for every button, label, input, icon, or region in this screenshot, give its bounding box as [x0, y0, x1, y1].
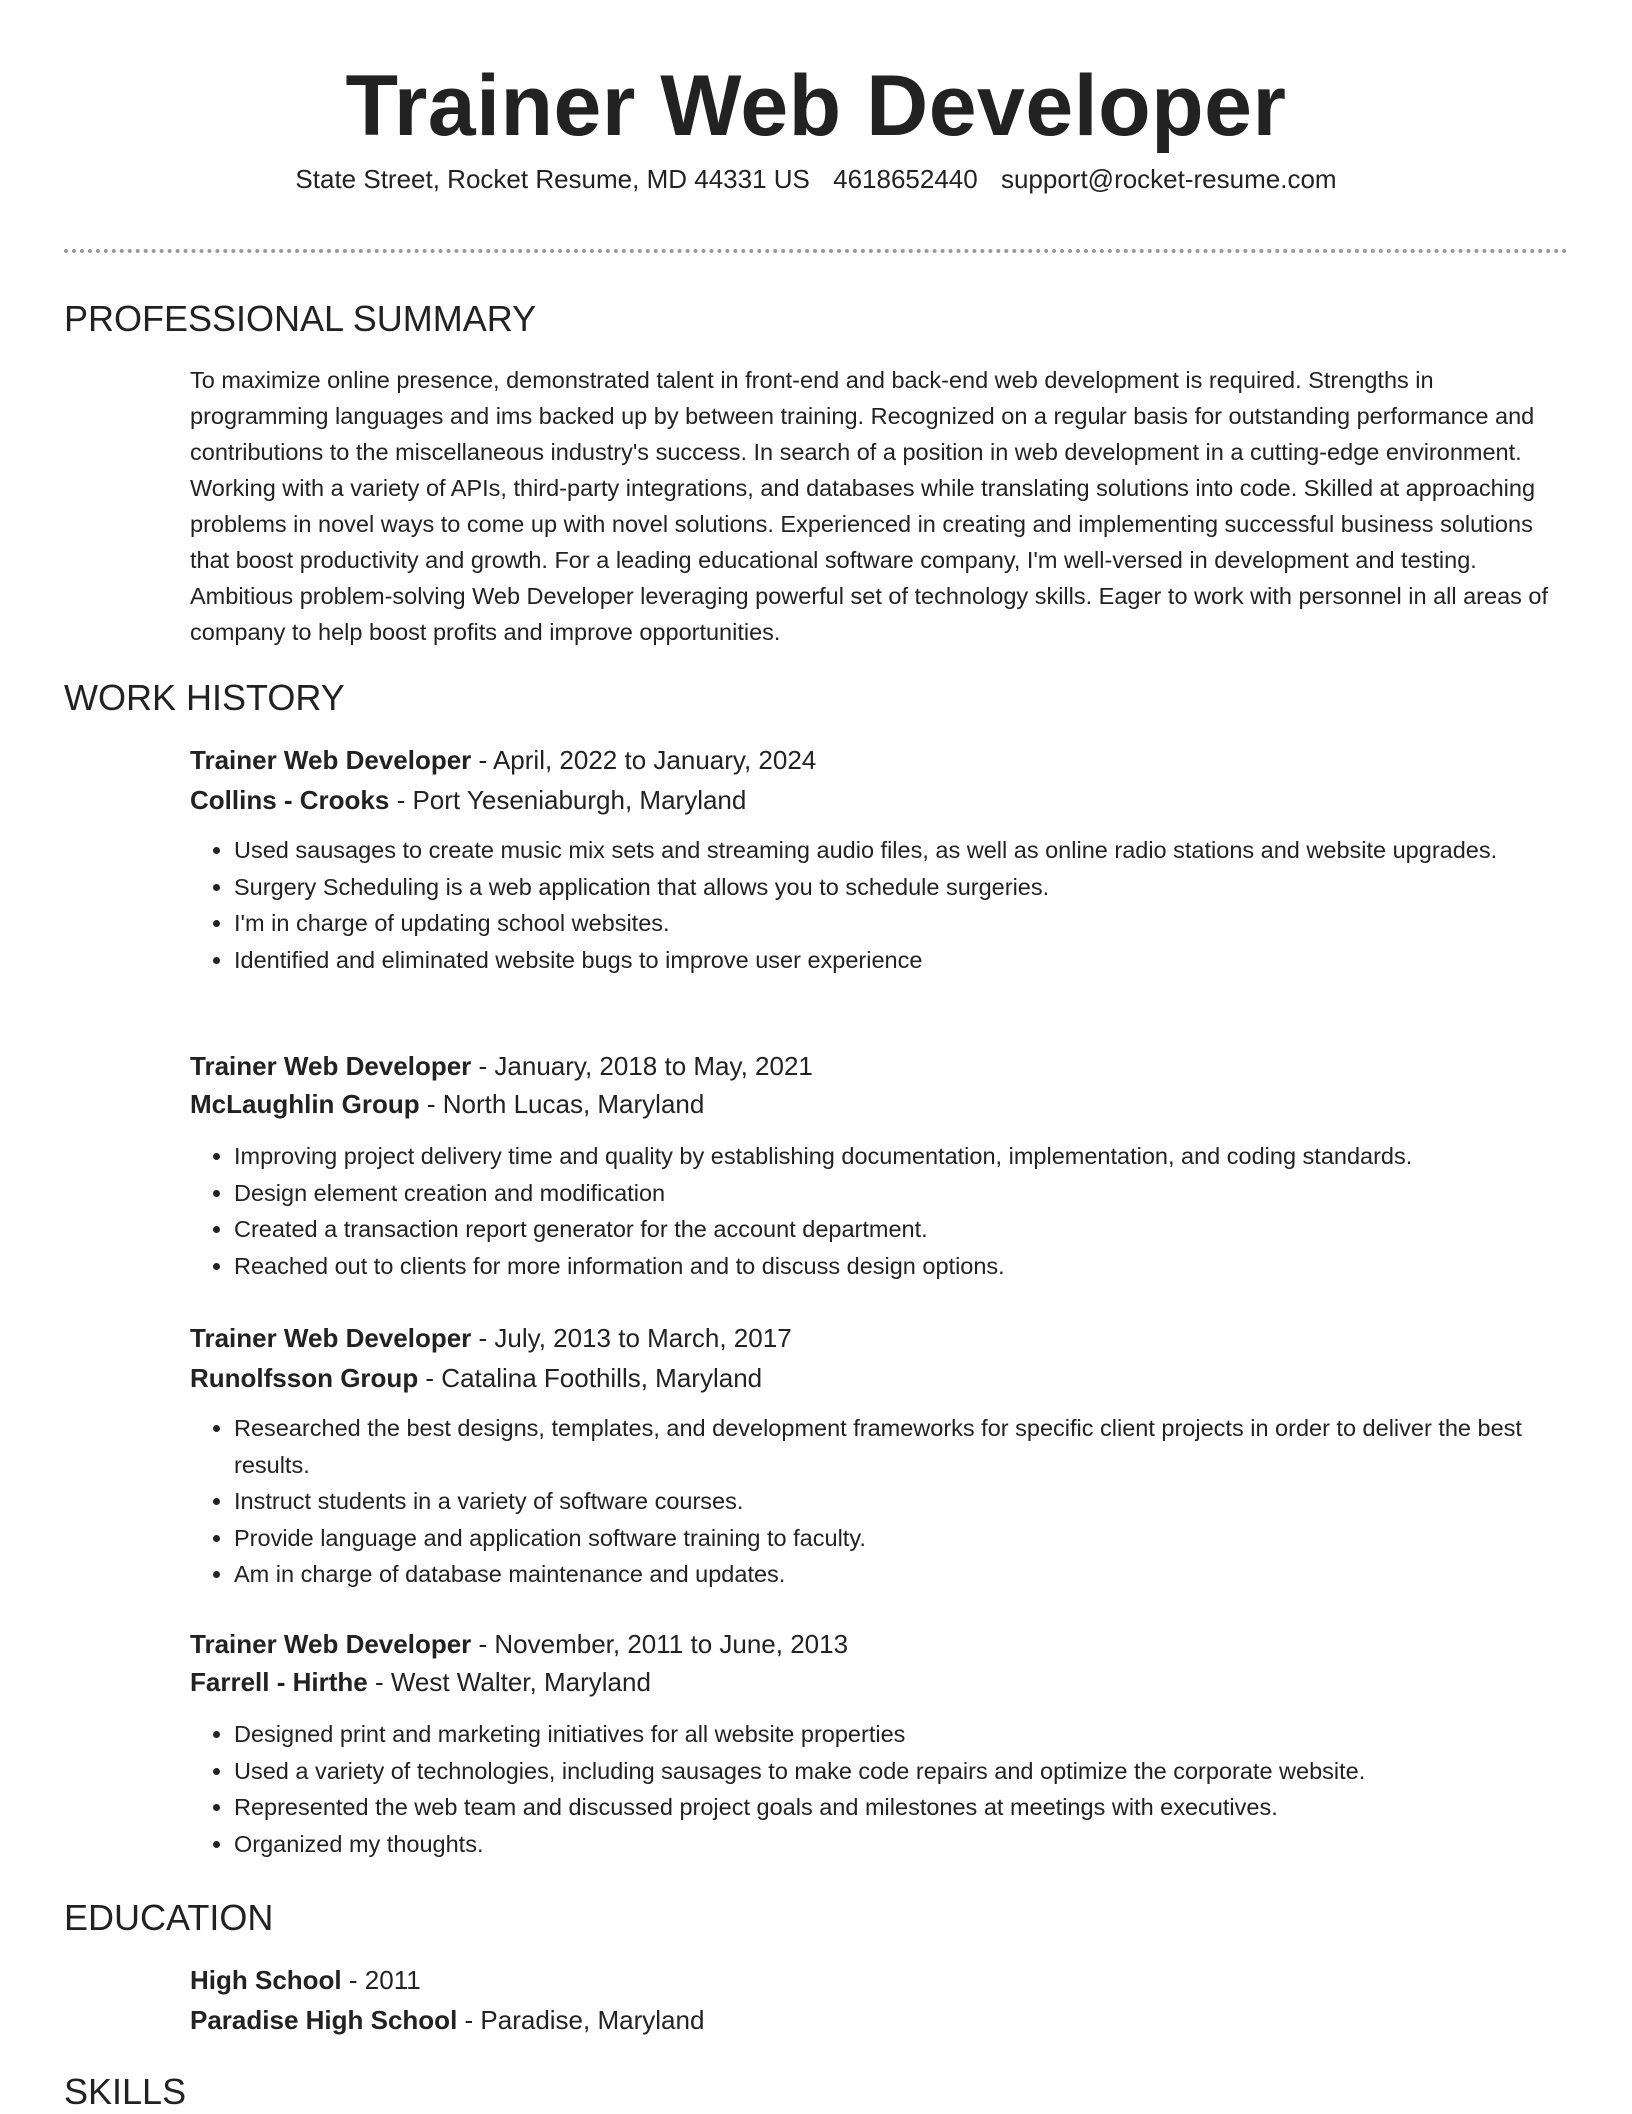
skills-heading: SKILLS	[64, 2071, 187, 2112]
education-heading: EDUCATION	[64, 1897, 274, 1938]
work-history-heading: WORK HISTORY	[64, 677, 345, 718]
header-divider	[64, 249, 1568, 253]
job-title-line	[190, 743, 1568, 777]
job-bullet: • Improving project delivery time and quality by establishing documentation, implementation, and coding standards.	[234, 1138, 1568, 1175]
job-location: - Port Yeseniaburgh, Maryland	[389, 785, 747, 815]
job-role: Trainer Web Developer	[190, 1629, 472, 1659]
job-bullet: • Instruct students in a variety of software courses.	[234, 1483, 1568, 1520]
resume-page	[64, 0, 1568, 2112]
job-bullet: • Identified and eliminated website bugs to improve user experience	[234, 942, 1568, 979]
job-bullet: • Am in charge of database maintenance and updates.	[234, 1556, 1568, 1593]
job-bullet: • Organized my thoughts.	[234, 1826, 1568, 1863]
job-entry	[190, 1049, 1568, 1284]
job-company-line	[190, 1087, 1568, 1121]
job-bullet: • Used a variety of technologies, including sausages to make code repairs and optimize the corporate website.	[234, 1753, 1568, 1790]
job-location: - West Walter, Maryland	[367, 1667, 651, 1697]
job-dates: - July, 2013 to March, 2017	[471, 1323, 792, 1353]
job-bullet: • Provide language and application software training to faculty.	[234, 1520, 1568, 1557]
job-entry	[190, 743, 1568, 978]
education-year: - 2011	[341, 1965, 421, 1995]
job-bullets	[190, 832, 1568, 978]
job-title-line	[190, 1049, 1568, 1083]
job-company: Runolfsson Group	[190, 1363, 419, 1393]
job-company: McLaughlin Group	[190, 1089, 420, 1119]
job-bullet: • Designed print and marketing initiatives for all website properties	[234, 1716, 1568, 1753]
job-company: Collins - Crooks	[190, 785, 390, 815]
job-bullets	[190, 1410, 1568, 1593]
job-bullet: • Used sausages to create music mix sets and streaming audio files, as well as online radio stations and website upgrades.	[234, 832, 1568, 869]
job-bullets	[190, 1138, 1568, 1284]
education-entry	[190, 1963, 1568, 2037]
contact-line	[64, 162, 1568, 196]
job-bullets	[190, 1716, 1568, 1862]
contact-email: support@rocket-resume.com	[1000, 164, 1337, 194]
job-company: Farrell - Hirthe	[190, 1667, 368, 1697]
job-bullet: • Researched the best designs, templates, and development frameworks for specific client projects in order to deliver the best results.	[234, 1410, 1568, 1483]
job-bullet: • Represented the web team and discussed project goals and milestones at meetings with executives.	[234, 1789, 1568, 1826]
summary-heading: PROFESSIONAL SUMMARY	[64, 298, 537, 339]
job-title-line	[190, 1627, 1568, 1661]
job-bullet: • Reached out to clients for more information and to discuss design options.	[234, 1248, 1568, 1285]
job-dates: - April, 2022 to January, 2024	[471, 745, 817, 775]
job-bullet: • Design element creation and modification	[234, 1175, 1568, 1212]
job-location: - North Lucas, Maryland	[419, 1089, 705, 1119]
contact-address: State Street, Rocket Resume, MD 44331 US	[295, 164, 810, 194]
job-location: - Catalina Foothills, Maryland	[418, 1363, 763, 1393]
summary-text: To maximize online presence, demonstrated talent in front-end and back-end web development is required. Strengths in programming languages and ims backed up by between training. Recognized on a regular basis for outstanding performance and contributions to the miscellaneous industry's success. In search of a position in web development in a cutting-edge environment. Working with a variety of APIs, third-party integrations, and databases while translating solutions into code. Skilled at approaching problems in novel ways to come up with novel solutions. Experienced in creating and implementing successful business solutions that boost productivity and growth. For a leading educational software company, I'm well-versed in development and testing. Ambitious problem-solving Web Developer leveraging powerful set of technology skills. Eager to work with personnel in all areas of company to help boost profits and improve opportunities.	[190, 367, 1549, 645]
job-bullet: • I'm in charge of updating school websites.	[234, 905, 1568, 942]
summary-block	[190, 362, 1568, 650]
education-school-line	[190, 2003, 1568, 2037]
job-bullet: • Surgery Scheduling is a web application that allows you to schedule surgeries.	[234, 869, 1568, 906]
job-entry	[190, 1321, 1568, 1593]
job-role: Trainer Web Developer	[190, 1051, 472, 1081]
job-title-line	[190, 1321, 1568, 1355]
resume-name: Trainer Web Developer	[345, 58, 1287, 154]
job-bullet: • Created a transaction report generator for the account department.	[234, 1211, 1568, 1248]
job-dates: - November, 2011 to June, 2013	[471, 1629, 849, 1659]
education-location: - Paradise, Maryland	[457, 2005, 705, 2035]
education-degree: High School	[190, 1965, 342, 1995]
job-company-line	[190, 1665, 1568, 1699]
job-company-line	[190, 783, 1568, 817]
job-entry	[190, 1627, 1568, 1862]
education-degree-line	[190, 1963, 1568, 1997]
job-company-line	[190, 1361, 1568, 1395]
education-school: Paradise High School	[190, 2005, 458, 2035]
job-dates: - January, 2018 to May, 2021	[471, 1051, 813, 1081]
job-role: Trainer Web Developer	[190, 1323, 472, 1353]
contact-phone: 4618652440	[833, 164, 978, 194]
job-role: Trainer Web Developer	[190, 745, 472, 775]
